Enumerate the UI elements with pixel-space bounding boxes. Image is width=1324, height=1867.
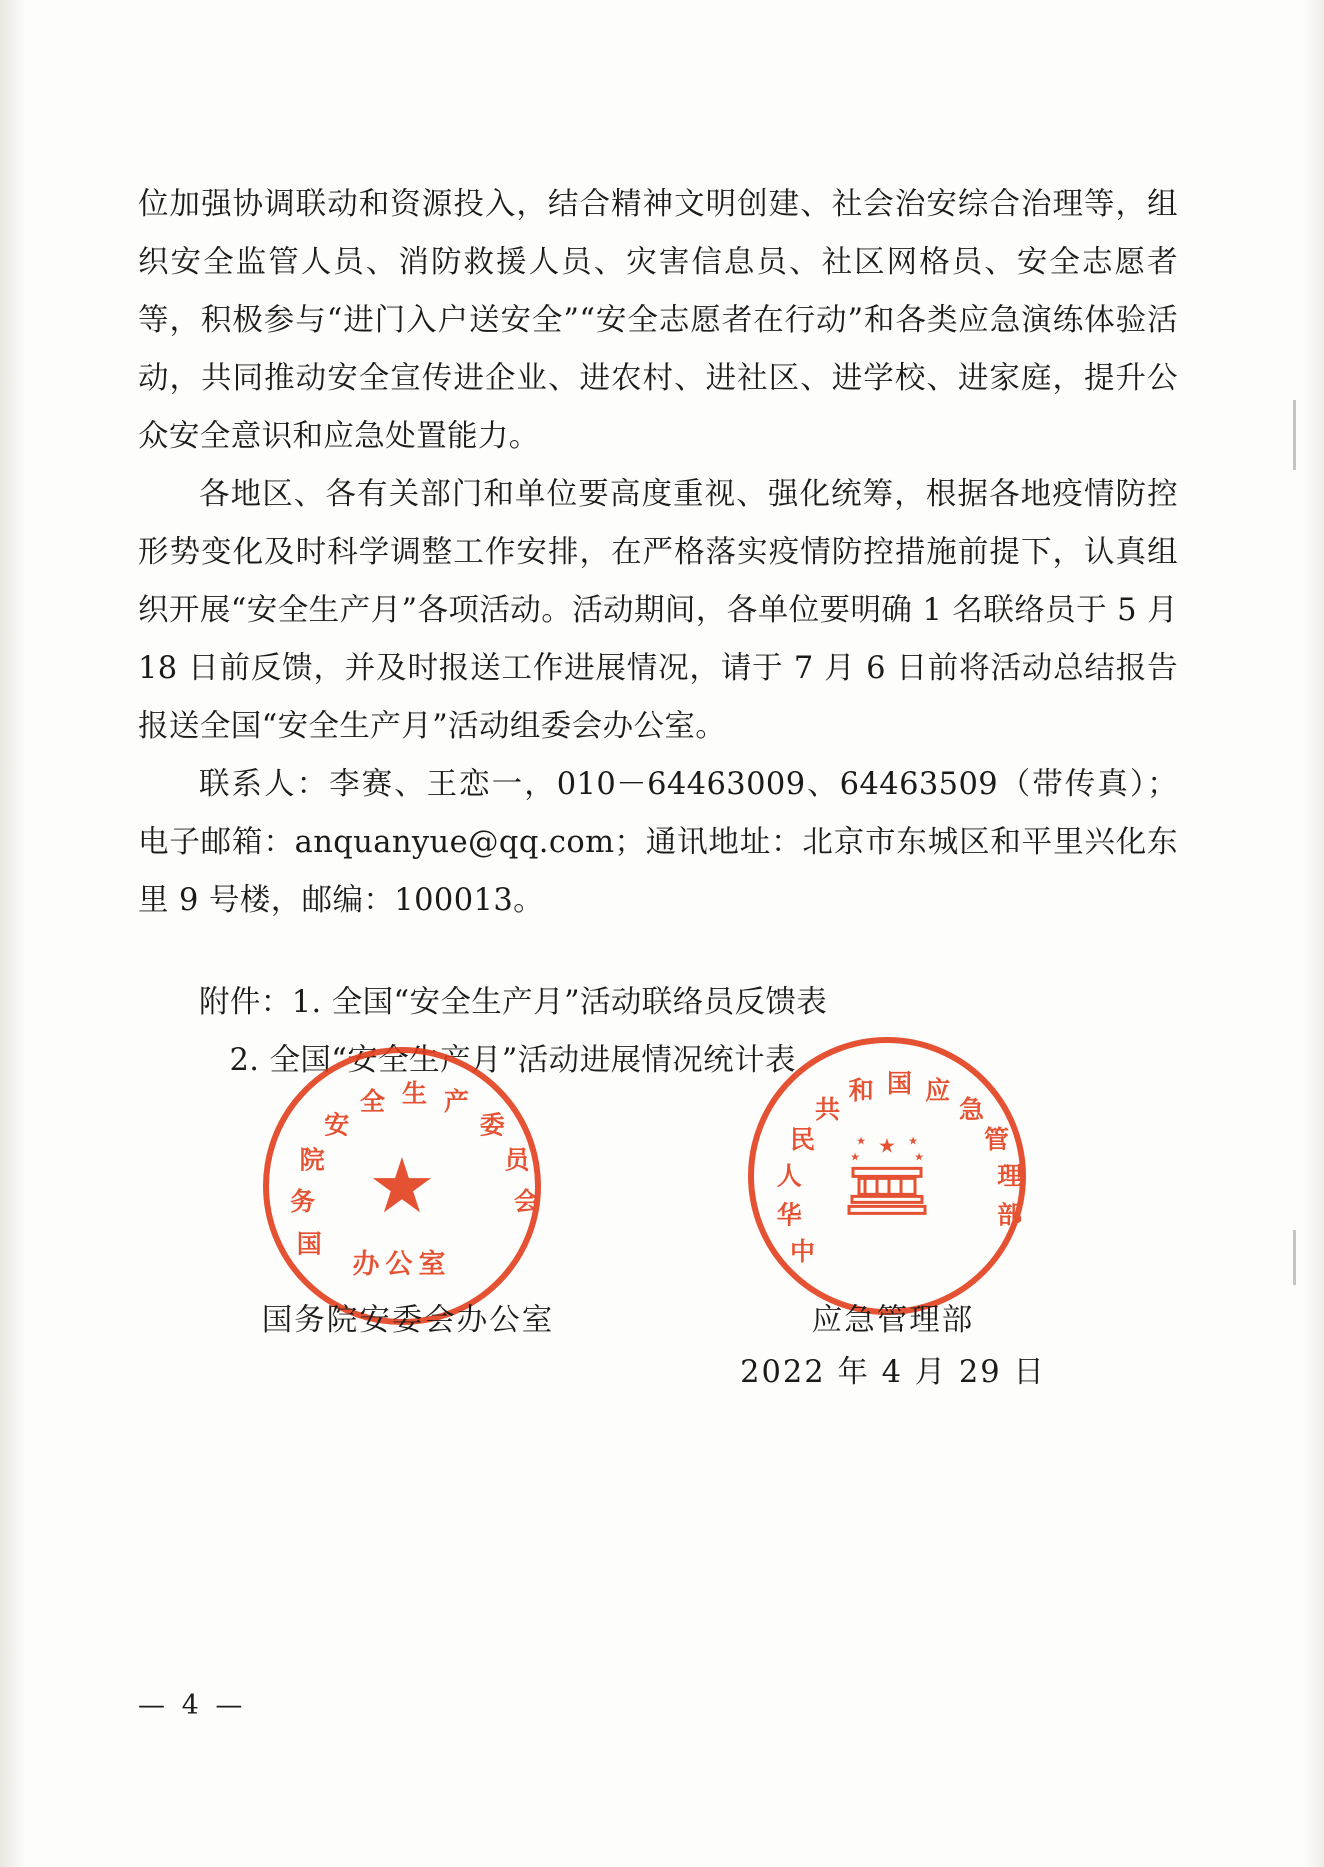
document-body	[138, 176, 1178, 1090]
signature-left-org: 国务院安委会办公室	[261, 1303, 555, 1338]
seal-state-council-safety-committee	[263, 1047, 541, 1325]
signature-right-org: 应急管理部	[811, 1303, 975, 1338]
paragraph-2: 各地区、各有关部门和单位要高度重视、强化统筹，根据各地疫情防控形势变化及时科学调整工作安排，在严格落实疫情防控措施前提下，认真组织开展“安全生产月”各项活动。活动期间，各单位要明确 1 名联络员于 5 月 18 日前反馈，并及时报送工作进展情况，请于 7 月 6 日前将活动总结报告报送全国“安全生产月”活动组委会办公室。	[138, 477, 1178, 744]
paragraph-1: 位加强协调联动和资源投入，结合精神文明创建、社会治安综合治理等，组织安全监管人员、消防救援人员、灾害信息员、社区网格员、安全志愿者等，积极参与“进门入户送安全”“安全志愿者在行动”和各类应急演练体验活动，共同推动安全宣传进企业、进农村、进社区、进学校、进家庭，提升公众安全意识和应急处置能力。	[138, 187, 1178, 454]
seal-left-ring-text: 国 务 院 安 全 生 产 委 员 会	[290, 1079, 539, 1259]
paragraph-3: 联系人：李赛、王恋一，010－64463009、64463509（带传真）；电子邮箱：anquanyue@qq.com；通讯地址：北京市东城区和平里兴化东里 9 号楼，邮编：100013。	[138, 767, 1178, 918]
attachment-line-1: 附件：1. 全国“安全生产月”活动联络员反馈表	[199, 985, 828, 1020]
signature-left	[238, 1295, 578, 1347]
svg-text:★: ★	[908, 1134, 918, 1148]
svg-text:★: ★	[856, 1134, 866, 1148]
scan-edge-left	[0, 0, 26, 1867]
svg-text:★: ★	[850, 1150, 860, 1164]
signature-area	[138, 1069, 1178, 1515]
scan-artifact-mark	[1293, 400, 1296, 470]
star-icon: ★	[367, 1141, 437, 1230]
svg-text:★: ★	[914, 1150, 924, 1164]
svg-text:★: ★	[878, 1133, 896, 1158]
scan-artifact-mark	[1293, 1230, 1296, 1285]
signature-date: 2022 年 4 月 29 日	[740, 1355, 1046, 1390]
scan-edge-right	[1304, 0, 1324, 1867]
national-emblem-icon	[827, 1118, 947, 1238]
attachment-line-2: 2. 全国“安全生产月”活动进展情况统计表	[229, 1043, 796, 1078]
seal-ministry-emergency-management	[748, 1037, 1026, 1315]
seal-left-bottom-text: 办公室	[352, 1249, 452, 1280]
page-number: — 4 —	[138, 1690, 247, 1721]
signature-right	[723, 1295, 1063, 1399]
seal-right-ring-text: 中 华 人 民 共 和 国 应 急 管 理 部	[776, 1069, 1023, 1266]
